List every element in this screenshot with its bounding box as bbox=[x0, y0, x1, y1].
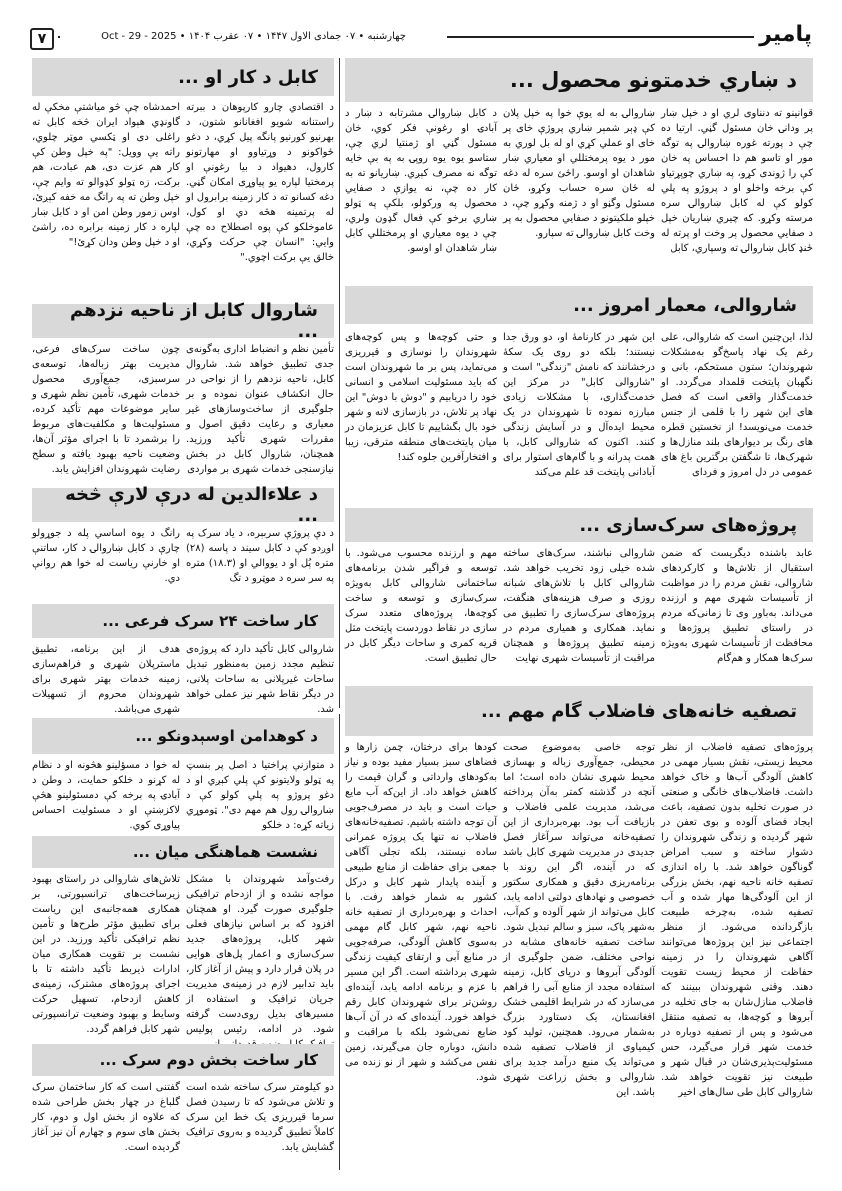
article-services-fee-col1: قوانینو ته دنناوی لري او د خپل ښار پر ودانۍ خان مسئول گڼي. ارتیا ده چې د پورته غوره ښاروالۍ په توگه مور او تاسو هم دا احساس په خان کې را ژوندی کړو، په ښاري چوپړتیاو کې برخه واخلو او د پروژو په پلي کولو کې له کابل ښاروالۍ سره مرسته وکړو. که چیري ښاریان خپل د صفایي محصول پر وخت او پرته له ځنډ کابل ښاروالۍ ته وسپاري، کابل bbox=[661, 108, 813, 254]
article-title-coordination: نشست هماهنگی میان ... bbox=[32, 836, 334, 868]
article-architect-col2: این شهر در کارنامهٔ او، دو ورق جدا نیستند؛ بلکه دو روی یک سکهٔ درخشانند که نامش "زندگی" است و "شاروالی کابل" در مرکز این خدمت‌گذاری، با مشکلات زیادی مبارزه نموده تا شهروندان در یک محیط ایده‌آل و در آسایش زندگی کنند. اکنون که شاروالی کابل، با همت پدرانه و با گام‌های استوار برای آبادانی پایتخت قد علم می‌کند bbox=[503, 332, 655, 478]
masthead-title: پامیر bbox=[759, 22, 812, 47]
article-kabul-work-col2: احمدشاه چې څو میاشتې مخکې له گاونډي هېواد ایران څخه کابل ته راغلی دی او ټکسي موټر چلوي، راته یې وویل: "په خپل وطن کې کار هم عزت دی، هم عبادت، هم برکت، زه ټولو کډوالو ته وایم چې، خپل وطن ته په راتگ مه خفه کېږئ، اوس زمور وطن امن او د کابل ښار لپاره د کار زمینه برابره ده، راشئ او د خپل وطن ودان کړئ!" bbox=[32, 102, 180, 248]
article-title-kabul-work: کابل د کار او ... bbox=[32, 58, 334, 96]
article-wastewater-col1: پروژه‌های تصفیه فاضلاب از نظر محیط زیستی، نقش بسیار مهمی در کاهش آلودگی آب‌ها و خاک خواهد داشت. فاضلاب‌های خانگی و صنعتی در صورت تخلیه بدون تصفیه، باعث ایجاد فضای آلوده و بوی تعفن در شهر گردیده و زندگی شهروندان را دشوار ساخته و سبب امراض گوناگون خواهد شد. با راه اندازی تصفیه خانه ناحیه نهم، بخش بزرگی از این آلودگی‌ها مهار شده و آب تصفیه شده، به‌چرخه طبیعت بازگردانده می‌شود. از منظر اجتماعی نیز این پروژه‌ها می‌توانند آگاهی شهروندان را در زمینه حفاظت از محیط زیست تقویت دهند. وقتی شهروندان ببینند که فاضلاب منازل‌شان به جای تخلیه در آبروها و کوچه‌ها، به تصفیه منتقل می‌شود و پس از تصفیه دوباره در خدمت شهر قرار می‌گیرد، حس مسئولیت‌پذیری‌شان در قبال شهر و طبیعت نیز تقویت خواهد شد. شاروالی کابل طی سال‌های اخیر bbox=[661, 742, 813, 1098]
article-road-projects-col1: عابد باشنده دیگریست که ضمن استقبال از تلاش‌ها و کارکردهای شاروالی، نقش مردم را در مواظبت از تأسیسات شهری مهم و ارزنده می‌داند. به‌باور وی تا زمانی‌که مردم در راستای تطبیق پروژه‌ها و محافظت از تأسیسات شهری به‌ویژه سرک‌ها همکار و هم‌گام bbox=[661, 548, 813, 664]
article-title-alauddin: د علاءالدین له درې لارې څخه ... bbox=[32, 488, 334, 522]
article-title-second-section: کار ساخت بخش دوم سرک ... bbox=[32, 1044, 334, 1076]
dateline: چهارشنبه • ۰۷ جمادی الاول ۱۴۴۷ • ۰۷ عقرب ۱۴۰۴ • Oct - 29 - 2025 bbox=[60, 28, 447, 46]
article-title-road-projects: پروژه‌های سرک‌سازی ... bbox=[345, 508, 813, 542]
article-wastewater-col2: توجه خاصی به‌موضوع صحت محیطی، جمع‌آوری زباله و بهسازی محیط شهری نشان داده است؛ اما آنچه در گذشته کمتر به‌آن پرداخته می‌شد، مدیریت علمی فاضلاب و بازیافت آب بود. بهره‌برداری از این تصفیه‌خانه می‌تواند سرآغاز فصل جدیدی در مدیریت شهری کابل باشد که در آینده، اگر این روند با برنامه‌ریزی دقیق و همکاری سکتور خصوصی و نهادهای دولتی ادامه یابد، کابل می‌تواند از شهر آلوده و کم‌آب، به‌شهر پاک، سبز و سالم تبدیل شود. ساخت تصفیه خانه‌های مشابه در نواحی مختلف، ضمن جلوگیری از آلودگی آبروها و دریای کابل، زمینه استفاده مجدد از منابع آبی را فراهم می‌سازد که در شرایط اقلیمی خشک افغانستان، یک دستاورد بزرگ به‌شمار می‌رود. همچنین، تولید کود کیمیاوی از فاضلاب تصفیه شده می‌تواند یک منبع درآمد جدید برای شاروالی و بخش زراعت شهری باشد. این bbox=[503, 742, 655, 1098]
article-kohdaman-col1: د متوازنې پراختیا د اصل پر بنسټ په ټولو ولایتونو کې پلي کېږي او د دغو پروژو په پلي کولو کې د ښاروالۍ رول هم مهم دی". ټوموړي زیاته کړه: د خلکو bbox=[186, 760, 334, 831]
column-divider bbox=[339, 58, 340, 708]
article-architect-col3: و حتی کوچه‌ها و پس کوچه‌های شهروندان را نوسازی و قیرریزی می‌نماید، پس بر ما شهروندان است که باید مسئولیت اسلامی و انسانی خود را دریابیم و "دوش با دوش" این نهاد پر تلاش، در بازسازی لانه و شهر خود بال بگشاییم تا کابل عزیزمان در میان پایتخت‌های منطقه مترقی، زیبا و افتخارآفرین جلوه کند! bbox=[345, 332, 497, 463]
article-services-fee-col3: د کابل ښاروالۍ مشرتابه د ښار د آبادۍ او رغونې فکر کوي، خان مسئول گڼي او ژمنتیا لري چې، ستاسو یوه یوه روپۍ به په بې خایه توگه نه مصرف کېږي. ښاریانو ته به کار ده چې، نه یوازې د صفایي محصول په ورکولو، بلکې په ټولو ښاري برخو کې فعال گډون ولري، چې د یوه معیاري او پرمختللي کابل ښار شاهدان او اوسو. bbox=[345, 108, 497, 254]
column-divider-lower bbox=[339, 714, 340, 1170]
article-second-section-col2: گفتنی است که کار ساختمان سرک گلباغ در چهار بخش طراحی شده که علاوه از بخش اول و دوم، کار بخش های سوم و چهارم آن نیز آغاز گردیده است. bbox=[32, 1082, 180, 1153]
article-second-section-col1: دو کیلومتر سرک ساخته شده است و تلاش می‌شود که تا رسیدن فصل سرما قیرریزی یک خط این سرک کاملاً تطبیق گردیده و به‌روی ترافیک گشایش یابد. bbox=[186, 1082, 334, 1153]
article-wastewater-col3: کودها برای درختان، چمن زارها و فضاهای سبز بسیار مفید بوده و نیاز به‌کودهای وارداتی و گران قیمت را کاهش خواهد داد. از این‌که آب مایع حیات است و باید در مصرف‌جویی آن توجه داشته باشیم. تصفیه‌خانه‌های فاضلاب نه تنها یک پروژه عمرانی ساده نیستند، بلکه تجلی آگاهی جمعی برای حفاظت از منابع طبیعی و آینده پایدار شهر کابل و درکل کشور به شمار خواهد رفت. با احداث و بهره‌برداری از تصفیه خانه ناحیه نهم، شهر کابل گام مهمی به‌سوی کاهش آلودگی، صرفه‌جویی در منابع آبی و ارتقای کیفیت زندگی شهری برداشته است. اگر این مسیر با عزم و برنامه ادامه یابد، آینده‌ای روشن‌تر برای شهروندان کابل رقم خواهد خورد. آینده‌ای که در آن آب‌ها ضایع نمی‌شود بلکه با مراقبت و دانش، دوباره جان می‌گیرند، زمین نفس می‌کشد و شهر از نو زنده می شود. bbox=[345, 742, 497, 1083]
article-title-24-roads: کار ساخت ۲۴ سرک فرعی ... bbox=[32, 604, 334, 638]
article-architect-col1: لذا، این‌چنین است که شاروالی، علی رغم یک نهاد پاسخ‌گو به‌مشکلات شهروندان؛ ستون مستحکم، بانی و نگهبان پایتخت قلمداد می‌گردد. او خدمت‌گذار واقعی است که فصل های این شهر را با قلمی از جنس خدمت می‌نویسد! از نخستین قطره های رنگ بر دیوارهای بلند منازل‌ها و شهرک‌ها، تا شگفتن برگترین باغ های عمومی در دل امروز و فردای bbox=[661, 332, 813, 478]
article-alauddin-col2: رانگ د یوه اساسي پله د جوړولو چارې د کابل ښاروالۍ د کار، ساتنې او خارنې ریاست له خوا هم روانې دي. bbox=[32, 528, 180, 584]
page-number: ۷ bbox=[30, 28, 54, 50]
article-district-19-col1: تأمین نظم و انضباط اداری به‌گونه‌ی جدی تطبیق خواهد شد. شاروال کابل، ناحیه نزدهم را از نواحی در حال انکشاف عنوان نموده و بر جلوگیری از ساخت‌وسازهای غیر معیاری و رعایت دقیق اصول و مقررات شهری تأکید ورزید. همچنان، شاروال کابل در بخش نیازسنجی خدمات شهری بر مواردی bbox=[186, 344, 334, 475]
article-title-municipality-architect: شاروالی، معمار امروز ... bbox=[345, 286, 813, 324]
article-services-fee-col2: ښاروالۍ به له یوې خوا په خپل پلان کې ډېر شمېر ښاري پروژې خای پر خای او عملي کړي او له بل لوري به مور د یوه پرمختللي او معیاري ښار شاهدان او اوسو. راځئ سره له دغه له ځان سره حساب وکړو، ځان مسئول وگڼو او د ژمنه وکړو چې، د خپلو ملکیتونو د صفایي محصول به پر وخت کابل ښاروالۍ ته سپارو. bbox=[503, 108, 655, 239]
article-24-roads-col1: شاروالی کابل تأکید دارد که پروژه‌ی تنظیم مجدد زمین به‌منظور تبدیل ساحات غیرپلانی به ساحات پلانی، در دیگر نقاط شهر نیز عملی خواهد شد. bbox=[186, 644, 334, 715]
article-alauddin-col1: د دې پروژې سربېره، د یاد سرک په اوږدو کې د کابل سیند د پاسه (۲۸) متره پُل او د یووالي او (۱۸.۳) متره په سر سره د موټرو د تگ bbox=[186, 528, 334, 584]
article-district-19-col2: چون ساخت سرک‌های فرعی، مدیریت بهتر زباله‌ها، توسعه‌ی سرسبزی، جمع‌آوری محصول خدمات شهری، تأمین نظم شهری و سایر موضوعات مهم تأکید کرده، مسئولیت‌ها و مکلفیت‌های مربوط را برشمرد تا با اجرای مؤثر آن‌ها، وضعیت ناحیه بهبود یافته و سطح رضایت شهروندان افزایش یابد. bbox=[32, 344, 180, 475]
article-title-wastewater: تصفیه خانه‌های فاضلاب گام مهم ... bbox=[345, 686, 813, 736]
article-title-kohdaman: د کوهدامن اوسېدونکو ... bbox=[32, 718, 334, 754]
article-24-roads-col2: هدف از این برنامه، تطبیق ماسترپلان شهری و فراهم‌سازی زمینه خدمات بهتر شهری برای شهروندان محروم از تسهیلات شهری می‌باشد. bbox=[32, 644, 180, 715]
article-coordination-col1: رفت‌وآمد شهروندان با مشکل مواجه نشده و از ازدحام ترافیکی جلوگیری صورت گیرد. او همچنان افزود که بر اساس نیازهای فعلی شهر کابل، پروژه‌های جدید سرک‌سازی و اعمار پل‌های هوایی در پلان قرار دارد و پیش از آغاز کار، باید تدابیر لازم در زمینه‌ی مدیریت جریان ترافیک و استفاده از مسیرهای بدیل روی‌دست گرفته شود. در ادامه، رئیس پولیس bbox=[186, 874, 334, 1035]
article-title-services-fee: د ښاري خدمتونو محصول ... bbox=[345, 58, 813, 102]
article-kohdaman-col2: له خوا د مسؤلینو هڅونه او د نظام له کړنو د خلکو حمایت، د وطن د آبادۍ په برخه کې دمسئولینو هڅې لاکزښتې او د مسئولیت احساس پیاوړی کوي. bbox=[32, 760, 180, 831]
article-title-district-19: شاروال کابل از ناحیه نزدهم ... bbox=[32, 304, 334, 338]
article-road-projects-col2: شاروالی نباشند، سرک‌های ساخته شده خیلی زود تخریب خواهد شد. شاروالی کابل با تلاش‌های شبانه روزی و صرف هزینه‌های هنگفت، پروژه‌های سرک‌سازی را تطبیق می نماید. همکاری و همیاری مردم در زمینه تطبیق پروژه‌ها و همچنان مراقبت از تأسیسات شهری نهایت bbox=[503, 548, 655, 664]
article-road-projects-col3: مهم و ارزنده محسوب می‌شود. با توسعه و فراگیر شدن برنامه‌های ساختمانی شاروالی کابل به‌ویژه سرک‌سازی و توسعه و ساخت کوچه‌ها، پروژه‌های متعدد سرک سازی در نقاط دوردست پایتخت مثل قریه کمری و ساحات دیگر کابل در حال تطبیق است. bbox=[345, 548, 497, 664]
article-kabul-work-col1: د اقتصادي چارو کارپوهان د ببرته راستنانه شویو افغانانو شتون، د بهرنیو کورنیو پانگه پیل کړي، د دغو ځواکونو د وړتیاوو او مهارتونو کارول، دهیواد د بیا رغونې او پرمختیا لپاره یو پیاوړی امکان گڼي. دغه کسانو ته د کار زمینه برابرول او له پرتمینه هڅه دي او کول، عاموخلکو کې پوه اصطلاح ده چې وايي: "انسان چې حرکت وکړي، خالق یې برکت اچوي." bbox=[186, 102, 334, 263]
article-coordination-col2: تلاش‌های شاروالی در راستای بهبود زیرساخت‌های ترانسپورتی، بر همکاری همه‌جانبه‌ی این ریاست برای تطبیق مؤثر طرح‌ها و تأمین نظم ترافیکی تأکید ورزید. در این نشست بر تقویت همکاری میان ادارات ذیربط تأکید داشته تا با اجرای پروژه‌های مشترک، زمینه‌ی کاهش ازدحام، تسهیل حرکت وسایط و بهبود وضعیت ترانسپورتی شهر کابل فراهم گردد. bbox=[32, 874, 180, 1035]
